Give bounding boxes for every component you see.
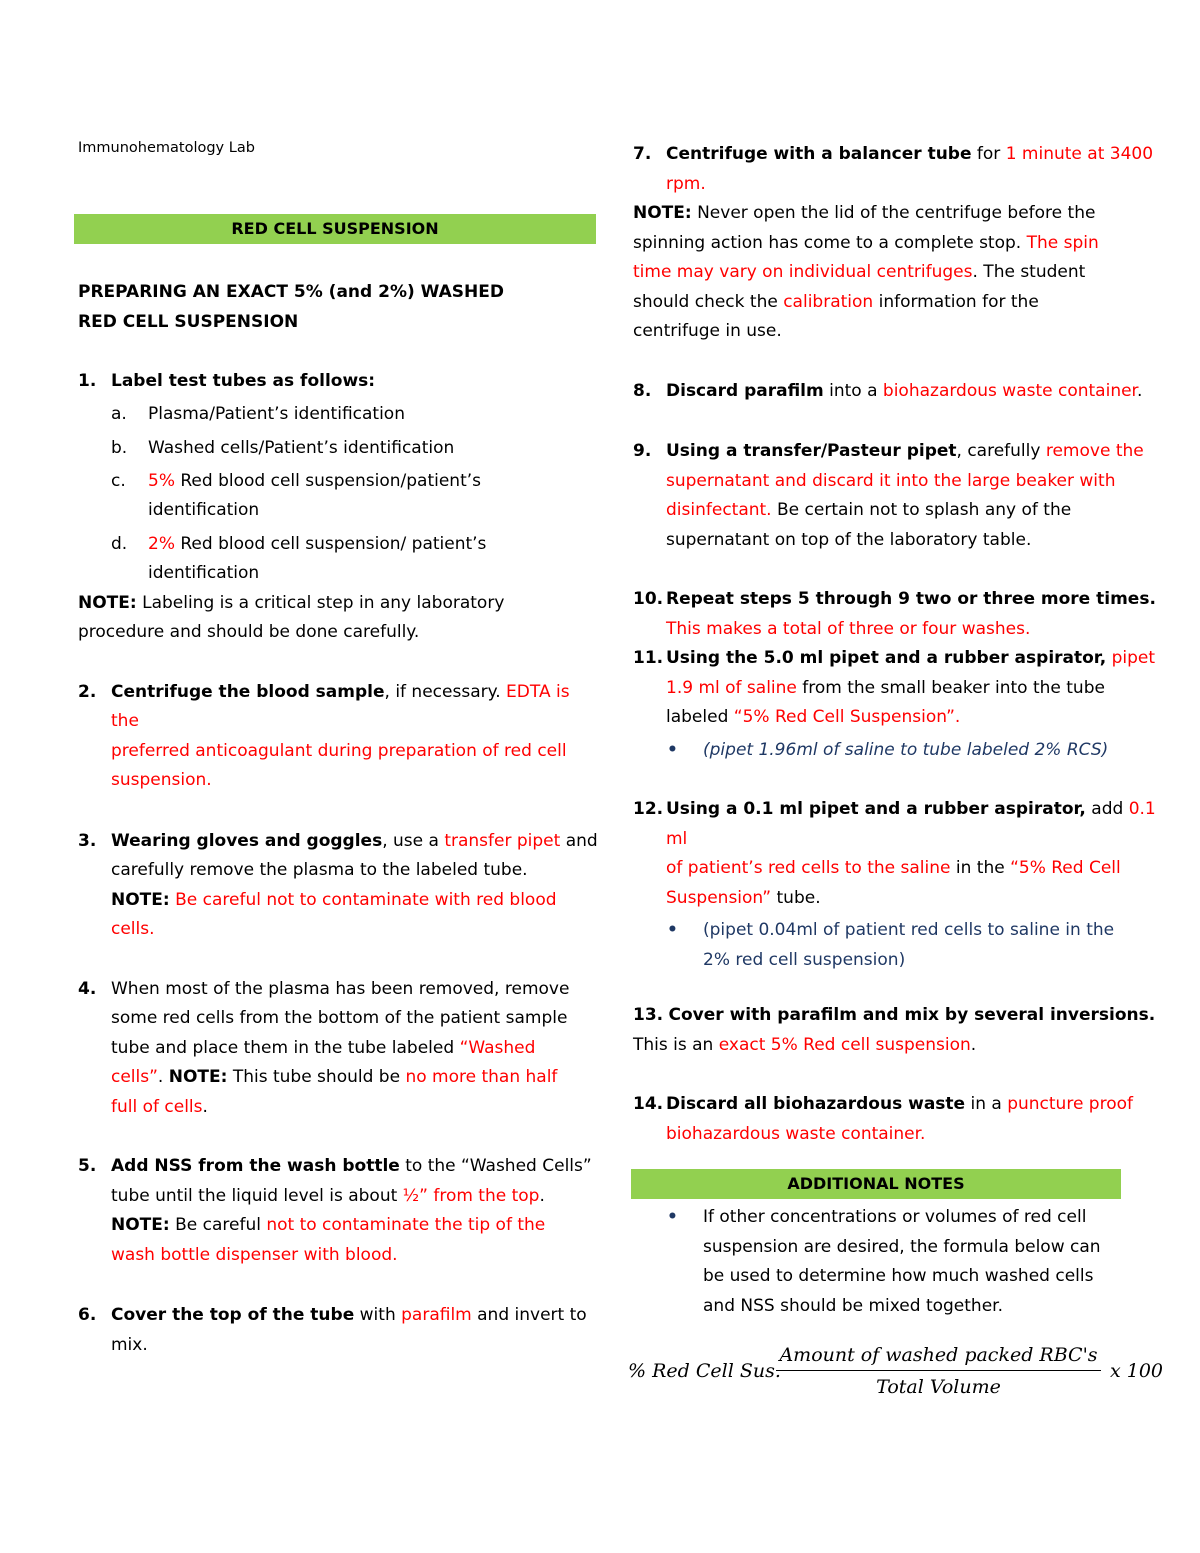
step-1-item-c: c. 5% Red blood cell suspension/patient’s identification — [111, 470, 482, 520]
formula-lhs: % Red Cell Sus. — [628, 1360, 781, 1382]
red-cell-formula — [628, 1340, 1188, 1410]
step-1-note: NOTE: Labeling is a critical step in any laboratory procedure and should be done carefully. — [78, 592, 505, 642]
bullet-icon: • — [667, 920, 678, 940]
bullet-icon: • — [667, 1207, 678, 1227]
step-1: 1. Label test tubes as follows: — [78, 371, 376, 391]
step-12: 12. Using a 0.1 ml pipet and a rubber aspirator, add 0.1 ml of patient’s red cells to the saline in the “5% Red Cell Suspension” tube. — [633, 799, 1156, 908]
step-6: 6. Cover the top of the tube with parafilm and invert to mix. — [78, 1305, 587, 1355]
document-heading: PREPARING AN EXACT 5% (and 2%) WASHED RED CELL SUSPENSION — [78, 282, 505, 332]
step-1-item-b: b. Washed cells/Patient’s identification — [111, 437, 455, 458]
bullet-icon: • — [667, 739, 678, 760]
step-4: 4. When most of the plasma has been removed, remove some red cells from the bottom of the patient sample tube and place them in the tube labeled “Washed cells”. NOTE: This tube should be no more than half full of cells. — [78, 978, 570, 1117]
step-1-item-a: a. Plasma/Patient’s identification — [111, 403, 405, 424]
formula-denominator: Total Volume — [876, 1376, 1001, 1398]
step-8: 8. Discard parafilm into a biohazardous waste container. — [633, 380, 1143, 401]
step-7: 7. Centrifuge with a balancer tube for 1 minute at 3400 rpm. — [633, 144, 1154, 194]
step-3: 3. Wearing gloves and goggles, use a transfer pipet and carefully remove the plasma to the labeled tube. NOTE: Be careful not to contaminate with red blood cells. — [78, 830, 598, 939]
formula-rhs: x 100 — [1110, 1360, 1164, 1382]
additional-notes-bullet: • If other concentrations or volumes of red cell suspension are desired, the formula below can be used to determine how much washed cells and NSS should be mixed together. — [633, 1203, 1173, 1321]
lab-title: Immunohematology Lab — [78, 140, 255, 156]
step-13: 13. Cover with parafilm and mix by several inversions. This is an exact 5% Red cell suspension. — [633, 1005, 1156, 1055]
step-2: 2. Centrifuge the blood sample, if necessary. EDTA is the preferred anticoagulant during preparation of red cell suspension. — [78, 681, 570, 790]
step-10: 10. Repeat steps 5 through 9 two or three more times. This makes a total of three or four washes. — [633, 589, 1156, 639]
step-11: 11. Using the 5.0 ml pipet and a rubber aspirator, pipet 1.9 ml of saline from the small beaker into the tube labeled “5% Red Cell Suspension”. — [633, 648, 1155, 727]
right-column — [633, 140, 1173, 1325]
step-14: 14. Discard all biohazardous waste in a puncture proof biohazardous waste container. — [633, 1094, 1134, 1144]
step-9: 9. Using a transfer/Pasteur pipet, carefully remove the supernatant and discard it into the large beaker with disinfectant. Be certain not to splash any of the supernatant on top of the laboratory table. — [633, 441, 1144, 550]
step-11-bullet: • (pipet 1.96ml of saline to tube labeled 2% RCS) — [633, 736, 1173, 766]
step-12-bullet: • (pipet 0.04ml of patient red cells to saline in the 2% red cell suspension) — [633, 916, 1173, 975]
formula-numerator: Amount of washed packed RBC's — [776, 1340, 1101, 1371]
left-column — [78, 140, 598, 1360]
section-banner-additional-notes: ADDITIONAL NOTES — [631, 1169, 1121, 1199]
section-banner-red-cell-suspension: RED CELL SUSPENSION — [74, 214, 596, 244]
step-5: 5. Add NSS from the wash bottle to the “Washed Cells” tube until the liquid level is about ½” from the top. NOTE: Be careful not to contaminate the tip of the wash bottle dispenser with blood. — [78, 1156, 592, 1265]
step-1-item-d: d. 2% Red blood cell suspension/ patient’s identification — [111, 533, 487, 583]
step-7-note: NOTE: Never open the lid of the centrifuge before the spinning action has come to a complete stop. The spin time may vary on individual centrifuges. The student should check the calibration information for the centrifuge in use. — [633, 203, 1099, 341]
formula-fraction — [776, 1340, 1101, 1403]
